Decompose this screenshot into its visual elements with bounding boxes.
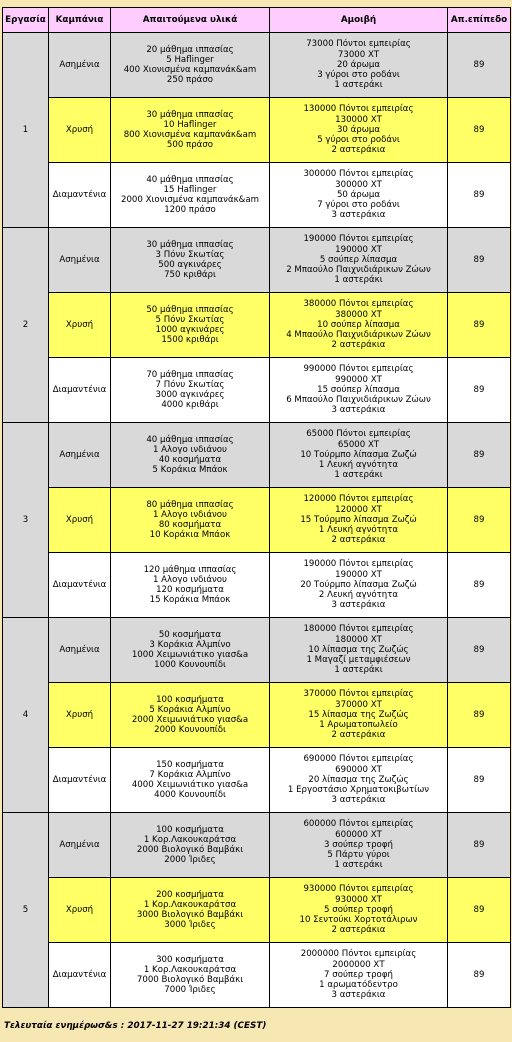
campaign-cell: Διαμαντένια bbox=[49, 358, 111, 423]
material-line: 250 πράσο bbox=[166, 75, 214, 86]
reward-line: 50 άρωμα bbox=[336, 189, 381, 200]
reward-line: 300000 ΧΤ bbox=[335, 179, 382, 190]
material-line: 7 Πόνυ Σκωτίας bbox=[155, 379, 225, 390]
reward-line: 190000 ΧΤ bbox=[335, 244, 382, 255]
reward-cell bbox=[270, 943, 448, 1008]
reward-line: 20 άρωμα bbox=[336, 59, 381, 70]
reward-line: 7 σούπερ τροφή bbox=[324, 969, 393, 980]
material-line: 40 μάθημα ιππασίας bbox=[146, 434, 234, 445]
reward-line: 380000 ΧΤ bbox=[335, 309, 382, 320]
material-line: 3000 Βιολογικό Βαμβάκι bbox=[136, 910, 244, 920]
reward-line: 2 αστεράκια bbox=[331, 730, 386, 741]
materials-cell bbox=[111, 813, 270, 878]
reward-line: 2 Μπαούλο Παιχνιδιάρικων Ζώων bbox=[286, 265, 431, 276]
reward-line: 15 Τούρμπο λίπασμα Ζωζώ bbox=[300, 514, 417, 525]
header-task: Εργασία bbox=[3, 8, 49, 33]
campaign-cell: Ασημένια bbox=[49, 813, 111, 878]
task-number: 3 bbox=[3, 423, 49, 618]
reward-line: 2 αστεράκια bbox=[331, 145, 386, 156]
level-cell: 89 bbox=[448, 488, 511, 553]
reward-line: 600000 ΧΤ bbox=[335, 829, 382, 840]
material-line: 3000 Ίριδες bbox=[164, 920, 216, 931]
table-body bbox=[3, 33, 511, 1008]
material-line: 7000 Ίριδες bbox=[164, 985, 216, 996]
reward-line: 3 σούπερ τροφή bbox=[324, 839, 393, 850]
reward-line: 180000 Πόντοι εμπειρίας bbox=[303, 624, 414, 635]
materials-cell bbox=[111, 98, 270, 163]
material-line: 50 κοσμήματα bbox=[158, 629, 222, 640]
materials-cell bbox=[111, 748, 270, 813]
materials-cell bbox=[111, 683, 270, 748]
material-line: 4000 Κουνουπίδι bbox=[154, 790, 226, 801]
reward-line: 2 Λευκή αγνότητα bbox=[318, 590, 399, 601]
material-line: 80 μάθημα ιππασίας bbox=[146, 499, 234, 510]
material-line: 1 Αλογο ινδιάνου bbox=[152, 509, 228, 520]
material-line: 300 κοσμήματα bbox=[156, 954, 224, 965]
reward-line: 380000 Πόντοι εμπειρίας bbox=[303, 299, 414, 310]
table-row bbox=[3, 748, 511, 813]
campaign-cell: Χρυσή bbox=[49, 683, 111, 748]
material-line: 20 μάθημα ιππασίας bbox=[146, 44, 234, 55]
material-line: 400 Χιονισμένα καμπανάκ&am bbox=[123, 65, 257, 75]
level-cell: 89 bbox=[448, 748, 511, 813]
material-line: 4000 κριθάρι bbox=[161, 400, 219, 411]
material-line: 5 Haflinger bbox=[166, 54, 214, 65]
reward-line: 690000 Πόντοι εμπειρίας bbox=[303, 754, 414, 765]
reward-line: 7 γύροι στο ροδάνι bbox=[317, 200, 400, 211]
materials-cell bbox=[111, 553, 270, 618]
reward-line: 1 αρωματόδεντρο bbox=[319, 980, 398, 991]
reward-line: 600000 Πόντοι εμπειρίας bbox=[303, 819, 414, 830]
table-row bbox=[3, 98, 511, 163]
material-line: 1 Αλογο ινδιάνου bbox=[152, 444, 228, 455]
reward-cell bbox=[270, 163, 448, 228]
header-row bbox=[3, 8, 511, 33]
reward-line: 690000 ΧΤ bbox=[335, 764, 382, 775]
reward-line: 130000 Πόντοι εμπειρίας bbox=[303, 104, 414, 115]
level-cell: 89 bbox=[448, 98, 511, 163]
reward-line: 300000 Πόντοι εμπειρίας bbox=[303, 169, 414, 180]
material-line: 1200 πράσο bbox=[164, 205, 216, 216]
reward-line: 180000 ΧΤ bbox=[335, 634, 382, 645]
reward-line: 5 γύροι στο ροδάνι bbox=[317, 135, 400, 146]
reward-line: 65000 ΧΤ bbox=[337, 439, 380, 450]
header-campaign: Καμπάνια bbox=[49, 8, 111, 33]
material-line: 30 μάθημα ιππασίας bbox=[146, 109, 234, 120]
material-line: 3 Κοράκια Αλμπίνο bbox=[149, 639, 231, 650]
material-line: 1500 κριθάρι bbox=[161, 335, 219, 346]
reward-cell bbox=[270, 878, 448, 943]
material-line: 2000 Χειμωνιάτικο γιασ&a bbox=[131, 715, 249, 725]
table-row bbox=[3, 488, 511, 553]
level-cell: 89 bbox=[448, 33, 511, 98]
materials-cell bbox=[111, 488, 270, 553]
reward-line: 2000000 ΧΤ bbox=[332, 959, 385, 970]
campaign-cell: Ασημένια bbox=[49, 423, 111, 488]
material-line: 3 Πόνυ Σκωτίας bbox=[155, 249, 225, 260]
material-line: 1000 Κουνουπίδι bbox=[154, 660, 226, 671]
reward-line: 10 Τούρμπο λίπασμα Ζωζώ bbox=[300, 449, 417, 460]
reward-line: 370000 ΧΤ bbox=[335, 699, 382, 710]
reward-cell bbox=[270, 553, 448, 618]
material-line: 2000 Κουνουπίδι bbox=[154, 725, 226, 736]
table-row bbox=[3, 943, 511, 1008]
level-cell: 89 bbox=[448, 553, 511, 618]
table-row bbox=[3, 358, 511, 423]
material-line: 800 Χιονισμένα καμπανάκ&am bbox=[123, 130, 257, 140]
material-line: 10 Haflinger bbox=[163, 119, 217, 130]
reward-line: 15 σούπερ λίπασμα bbox=[317, 384, 400, 395]
reward-line: 2 αστεράκια bbox=[331, 535, 386, 546]
reward-line: 120000 Πόντοι εμπειρίας bbox=[303, 494, 414, 505]
material-line: 80 κοσμήματα bbox=[158, 520, 222, 530]
reward-line: 930000 Πόντοι εμπειρίας bbox=[303, 884, 414, 895]
reward-line: 2000000 Πόντοι εμπειρίας bbox=[300, 949, 417, 960]
reward-line: 1 αστεράκι bbox=[334, 80, 383, 91]
reward-cell bbox=[270, 488, 448, 553]
material-line: 40 μάθημα ιππασίας bbox=[146, 174, 234, 185]
materials-cell bbox=[111, 33, 270, 98]
reward-line: 10 λίπασμα της Ζωζώς bbox=[308, 644, 409, 655]
reward-line: 1 Μαγαζί μεταμφιέσεων bbox=[306, 655, 411, 666]
reward-line: 1 αστεράκι bbox=[334, 470, 383, 481]
reward-line: 990000 Πόντοι εμπειρίας bbox=[303, 364, 414, 375]
reward-line: 30 άρωμα bbox=[336, 124, 381, 135]
header-materials: Απαιτούμενα υλικά bbox=[111, 8, 270, 33]
material-line: 120 κοσμήματα bbox=[156, 585, 224, 595]
reward-cell bbox=[270, 33, 448, 98]
reward-line: 120000 ΧΤ bbox=[335, 504, 382, 515]
material-line: 100 κοσμήματα bbox=[156, 694, 224, 705]
task-number: 2 bbox=[3, 228, 49, 423]
materials-cell bbox=[111, 943, 270, 1008]
material-line: 750 κριθάρι bbox=[164, 270, 216, 281]
material-line: 50 μάθημα ιππασίας bbox=[146, 304, 234, 315]
materials-cell bbox=[111, 618, 270, 683]
reward-line: 1 Αρωματοπωλείο bbox=[319, 720, 398, 731]
reward-cell bbox=[270, 618, 448, 683]
level-cell: 89 bbox=[448, 813, 511, 878]
reward-line: 5 σούπερ λίπασμα bbox=[319, 254, 398, 265]
campaign-cell: Χρυσή bbox=[49, 878, 111, 943]
reward-line: 1 αστεράκι bbox=[334, 275, 383, 286]
table-row bbox=[3, 293, 511, 358]
table-row bbox=[3, 33, 511, 98]
reward-line: 370000 Πόντοι εμπειρίας bbox=[303, 689, 414, 700]
reward-line: 3 αστεράκια bbox=[331, 600, 386, 611]
reward-line: 190000 Πόντοι εμπειρίας bbox=[303, 559, 414, 570]
campaign-cell: Διαμαντένια bbox=[49, 943, 111, 1008]
material-line: 1000 Χειμωνιάτικο γιασ&a bbox=[131, 650, 249, 660]
materials-cell bbox=[111, 293, 270, 358]
level-cell: 89 bbox=[448, 423, 511, 488]
reward-line: 4 Μπαούλο Παιχνιδιάρικων Ζώων bbox=[286, 330, 431, 341]
task-number: 1 bbox=[3, 33, 49, 228]
material-line: 2000 Ίριδες bbox=[164, 855, 216, 866]
table-row bbox=[3, 683, 511, 748]
reward-line: 10 σούπερ λίπασμα bbox=[317, 319, 400, 330]
reward-line: 1 αστεράκι bbox=[334, 860, 383, 871]
material-line: 7000 Βιολογικό Βαμβάκι bbox=[136, 975, 244, 985]
reward-line: 130000 ΧΤ bbox=[335, 114, 382, 125]
material-line: 15 Haflinger bbox=[163, 184, 217, 195]
level-cell: 89 bbox=[448, 683, 511, 748]
material-line: 2000 Χιονισμένα καμπανάκ&am bbox=[120, 195, 260, 205]
reward-cell bbox=[270, 813, 448, 878]
reward-line: 3 αστεράκια bbox=[331, 990, 386, 1001]
reward-line: 15 λίπασμα της Ζωζώς bbox=[308, 709, 409, 720]
material-line: 40 κοσμήματα bbox=[158, 455, 222, 465]
level-cell: 89 bbox=[448, 618, 511, 683]
task-number: 4 bbox=[3, 618, 49, 813]
header-level: Απ.επίπεδο bbox=[448, 8, 511, 33]
last-updated: Τελευταία ενημέρωσ&s : 2017-11-27 19:21:34 (CEST) bbox=[4, 1021, 267, 1031]
table-row bbox=[3, 618, 511, 683]
reward-cell bbox=[270, 748, 448, 813]
material-line: 2000 Βιολογικό Βαμβάκι bbox=[136, 845, 244, 855]
reward-line: 190000 Πόντοι εμπειρίας bbox=[303, 234, 414, 245]
campaign-cell: Ασημένια bbox=[49, 33, 111, 98]
materials-cell bbox=[111, 423, 270, 488]
materials-cell bbox=[111, 878, 270, 943]
reward-line: 20 λίπασμα της Ζωζώς bbox=[308, 774, 409, 785]
materials-cell bbox=[111, 228, 270, 293]
reward-line: 3 γύροι στο ροδάνι bbox=[317, 70, 400, 81]
material-line: 5 Κοράκια Αλμπίνο bbox=[149, 704, 231, 715]
tasks-table bbox=[2, 7, 511, 1008]
reward-line: 3 αστεράκια bbox=[331, 795, 386, 806]
material-line: 150 κοσμήματα bbox=[156, 759, 224, 770]
reward-line: 5 Πάρτυ γύροι bbox=[327, 850, 390, 861]
material-line: 70 μάθημα ιππασίας bbox=[146, 369, 234, 380]
materials-cell bbox=[111, 358, 270, 423]
level-cell: 89 bbox=[448, 358, 511, 423]
reward-line: 1 Λευκή αγνότητα bbox=[318, 525, 399, 536]
level-cell: 89 bbox=[448, 228, 511, 293]
campaign-cell: Χρυσή bbox=[49, 488, 111, 553]
reward-line: 1 Λευκή αγνότητα bbox=[318, 460, 399, 471]
reward-line: 65000 Πόντοι εμπειρίας bbox=[306, 429, 411, 440]
material-line: 5 Πόνυ Σκωτίας bbox=[155, 314, 225, 325]
campaign-cell: Διαμαντένια bbox=[49, 553, 111, 618]
level-cell: 89 bbox=[448, 878, 511, 943]
table-row bbox=[3, 228, 511, 293]
table-row bbox=[3, 813, 511, 878]
material-line: 10 Κοράκια Μπάοκ bbox=[149, 530, 231, 541]
material-line: 15 Κοράκια Μπάοκ bbox=[149, 595, 231, 606]
reward-line: 990000 ΧΤ bbox=[335, 374, 382, 385]
reward-line: 3 αστεράκια bbox=[331, 210, 386, 221]
reward-cell bbox=[270, 683, 448, 748]
reward-line: 2 αστεράκια bbox=[331, 340, 386, 351]
material-line: 500 πράσο bbox=[166, 140, 214, 151]
campaign-cell: Ασημένια bbox=[49, 228, 111, 293]
table-row bbox=[3, 878, 511, 943]
reward-line: 930000 ΧΤ bbox=[335, 894, 382, 905]
table-row bbox=[3, 553, 511, 618]
campaign-cell: Χρυσή bbox=[49, 98, 111, 163]
reward-line: 5 σούπερ τροφή bbox=[324, 904, 393, 915]
material-line: 1 Αλογο ινδιάνου bbox=[152, 574, 228, 585]
reward-cell bbox=[270, 293, 448, 358]
campaign-cell: Διαμαντένια bbox=[49, 163, 111, 228]
reward-cell bbox=[270, 423, 448, 488]
material-line: 200 κοσμήματα bbox=[156, 889, 224, 900]
reward-line: 1 αστεράκι bbox=[334, 665, 383, 676]
campaign-cell: Χρυσή bbox=[49, 293, 111, 358]
reward-cell bbox=[270, 98, 448, 163]
reward-line: 73000 Πόντοι εμπειρίας bbox=[306, 39, 411, 50]
table-row bbox=[3, 423, 511, 488]
campaign-cell: Διαμαντένια bbox=[49, 748, 111, 813]
table-row bbox=[3, 163, 511, 228]
level-cell: 89 bbox=[448, 943, 511, 1008]
campaign-cell: Ασημένια bbox=[49, 618, 111, 683]
reward-line: 2 αστεράκια bbox=[331, 925, 386, 936]
level-cell: 89 bbox=[448, 293, 511, 358]
reward-line: 6 Μπαούλο Παιχνιδιάρικων Ζώων bbox=[286, 395, 431, 406]
materials-cell bbox=[111, 163, 270, 228]
material-line: 500 αγκινάρες bbox=[158, 260, 222, 270]
material-line: 120 μάθημα ιππασίας bbox=[143, 564, 237, 575]
material-line: 1 Κορ.Λακουκαράτσα bbox=[143, 834, 237, 845]
material-line: 100 κοσμήματα bbox=[156, 824, 224, 835]
task-number: 5 bbox=[3, 813, 49, 1008]
material-line: 1000 αγκινάρες bbox=[155, 325, 225, 335]
reward-line: 10 Σεντούκι Χορτοτάλιρων bbox=[299, 915, 418, 926]
material-line: 1 Κορ.Λακουκαράτσα bbox=[143, 899, 237, 910]
reward-line: 73000 ΧΤ bbox=[337, 49, 380, 60]
material-line: 1 Κορ.Λακουκαράτσα bbox=[143, 964, 237, 975]
reward-cell bbox=[270, 358, 448, 423]
material-line: 3000 αγκινάρες bbox=[155, 390, 225, 400]
reward-line: 20 Τούρμπο λίπασμα Ζωζώ bbox=[300, 579, 417, 590]
reward-line: 3 αστεράκια bbox=[331, 405, 386, 416]
material-line: 5 Κοράκια Μπάοκ bbox=[152, 465, 228, 476]
material-line: 7 Κοράκια Αλμπίνο bbox=[149, 769, 231, 780]
reward-line: 1 Εργοστάσιο Χρηματοκιβωτίων bbox=[287, 785, 430, 796]
material-line: 30 μάθημα ιππασίας bbox=[146, 239, 234, 250]
header-reward: Αμοιβή bbox=[270, 8, 448, 33]
reward-line: 190000 ΧΤ bbox=[335, 569, 382, 580]
reward-cell bbox=[270, 228, 448, 293]
level-cell: 89 bbox=[448, 163, 511, 228]
material-line: 4000 Χειμωνιάτικο γιασ&a bbox=[131, 780, 249, 790]
